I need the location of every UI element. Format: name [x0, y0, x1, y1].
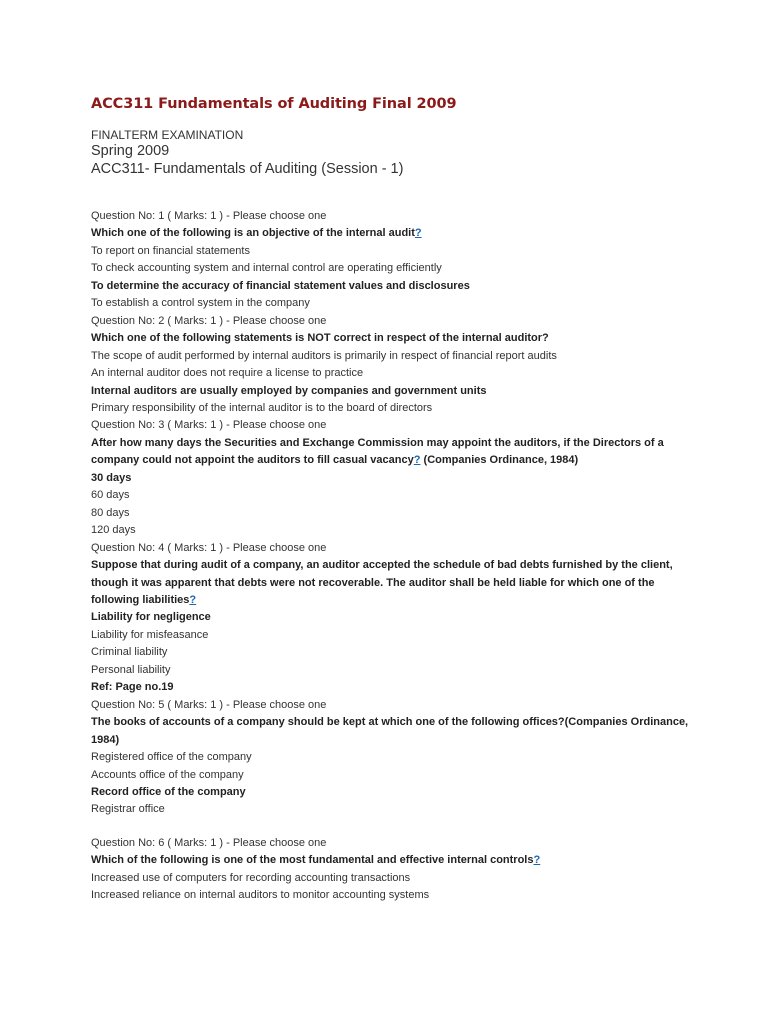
answer-option: 60 days	[91, 489, 130, 502]
question-link[interactable]: ?	[414, 227, 422, 240]
answer-option: To establish a control system in the company	[91, 297, 310, 310]
question-suffix: (Companies Ordinance, 1984)	[420, 454, 579, 467]
answer-option-correct: Liability for negligence	[91, 611, 211, 624]
question-text: Which one of the following is an objective of the internal audit	[91, 227, 415, 240]
question-list	[91, 208, 698, 905]
answer-option: Accounts office of the company	[91, 768, 244, 781]
question-text-line	[91, 225, 698, 242]
question-text: Which one of the following statements is NOT correct in respect of the internal auditor?	[91, 332, 549, 345]
answer-option: An internal auditor does not require a license to practice	[91, 367, 364, 380]
answer-option: The scope of audit performed by internal auditors is primarily in respect of financial report audits	[91, 349, 557, 362]
answer-option-correct: Ref: Page no.19	[91, 681, 174, 694]
question-text: The books of accounts of a company should be kept at which one of the following offices?(Companies Ordinance, 1984)	[91, 716, 689, 746]
document-title: ACC311 Fundamentals of Auditing Final 2009	[91, 96, 457, 112]
question-block	[91, 417, 698, 539]
question-block	[91, 313, 698, 418]
question-header: Question No: 5 ( Marks: 1 ) - Please choose one	[91, 698, 327, 711]
question-text-line	[91, 852, 698, 869]
answer-option-correct: To determine the accuracy of financial statement values and disclosures	[91, 279, 470, 292]
answer-option: Increased reliance on internal auditors to monitor accounting systems	[91, 889, 430, 902]
exam-course: ACC311- Fundamentals of Auditing (Session - 1)	[91, 161, 404, 177]
answer-option-correct: Internal auditors are usually employed by companies and government units	[91, 384, 487, 397]
answer-option: To check accounting system and internal control are operating efficiently	[91, 262, 442, 275]
answer-option: Criminal liability	[91, 646, 168, 659]
question-header: Question No: 2 ( Marks: 1 ) - Please choose one	[91, 314, 327, 327]
question-block	[91, 540, 698, 697]
exam-label: FINALTERM EXAMINATION	[91, 128, 244, 142]
answer-option: Primary responsibility of the internal auditor is to the board of directors	[91, 401, 433, 414]
answer-option: 120 days	[91, 524, 136, 537]
question-block	[91, 697, 698, 819]
question-text-line	[91, 557, 698, 609]
answer-option: Increased use of computers for recording accounting transactions	[91, 871, 411, 884]
question-header: Question No: 4 ( Marks: 1 ) - Please choose one	[91, 541, 327, 554]
answer-option: 80 days	[91, 506, 130, 519]
answer-option-correct: Record office of the company	[91, 785, 246, 798]
question-block	[91, 835, 698, 905]
question-text: After how many days the Securities and Exchange Commission may appoint the auditors, if the Directors of a company could not appoint the auditors to fill casual vacancy	[91, 436, 664, 467]
question-link[interactable]: ?	[413, 454, 421, 467]
answer-option-correct: 30 days	[91, 471, 132, 484]
question-block	[91, 208, 698, 313]
question-text-line	[91, 714, 698, 749]
question-header: Question No: 3 ( Marks: 1 ) - Please choose one	[91, 419, 327, 432]
question-text: Which of the following is one of the most fundamental and effective internal controls	[91, 854, 534, 867]
answer-option: Registered office of the company	[91, 751, 252, 764]
question-text-line	[91, 435, 698, 470]
answer-option: To report on financial statements	[91, 244, 250, 257]
answer-option: Liability for misfeasance	[91, 628, 209, 641]
exam-term: Spring 2009	[91, 143, 170, 159]
answer-option: Registrar office	[91, 803, 165, 816]
question-link[interactable]: ?	[533, 854, 541, 867]
question-link[interactable]: ?	[189, 593, 197, 606]
question-text: Suppose that during audit of a company, an auditor accepted the schedule of bad debts furnished by the client, though it was apparent that debts were not recoverable. The auditor shall be held liable for which one of the following liabilities	[91, 559, 673, 606]
question-header: Question No: 1 ( Marks: 1 ) - Please choose one	[91, 210, 327, 222]
answer-option: Personal liability	[91, 663, 171, 676]
question-header: Question No: 6 ( Marks: 1 ) - Please choose one	[91, 836, 327, 849]
question-text-line	[91, 330, 698, 347]
